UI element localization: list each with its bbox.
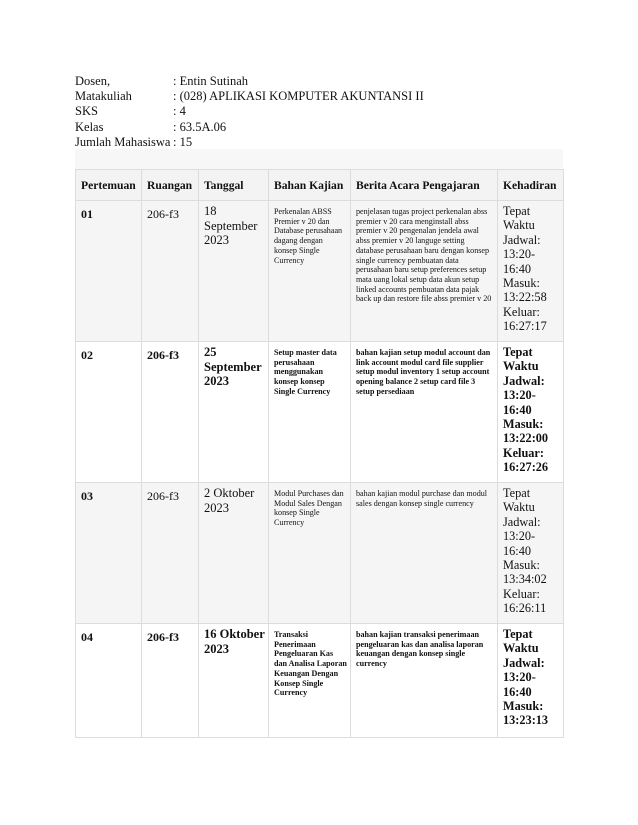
table-header-row xyxy=(76,170,564,201)
info-row-dosen xyxy=(75,74,424,89)
info-label: Jumlah Mahasiswa xyxy=(75,134,171,149)
course-info xyxy=(75,74,424,150)
info-value: : Entin Sutinah xyxy=(173,74,248,88)
info-value: : 15 xyxy=(173,134,193,149)
info-value: : 63.5A.06 xyxy=(173,119,227,134)
kehadiran-cell: Tepat Waktu Jadwal: 13:20-16:40 Masuk: 13:34:02 Keluar: 16:26:11 xyxy=(498,483,564,624)
header-berita-acara: Berita Acara Pengajaran xyxy=(351,170,498,201)
header-tanggal: Tanggal xyxy=(199,170,269,201)
attendance-table xyxy=(75,169,564,738)
pertemuan-cell: 01 xyxy=(76,201,142,342)
header-kehadiran: Kehadiran xyxy=(498,170,564,201)
separator-band xyxy=(75,149,563,169)
bahan-kajian-cell: Setup master data perusahaan menggunakan konsep konsep Single Currency xyxy=(269,342,351,483)
kehadiran-cell: Tepat Waktu Jadwal: 13:20-16:40 Masuk: 13:22:58 Keluar: 16:27:17 xyxy=(498,201,564,342)
bahan-kajian-cell: Modul Purchases dan Modul Sales Dengan konsep Single Currency xyxy=(269,483,351,624)
info-row-kelas xyxy=(75,120,424,135)
info-row-matakuliah xyxy=(75,89,424,104)
info-label: SKS xyxy=(75,104,98,119)
info-row-sks xyxy=(75,104,424,119)
ruangan-cell: 206-f3 xyxy=(142,624,199,738)
berita-acara-cell: penjelasan tugas project perkenalan abss premier v 20 cara menginstall abss premier v 20 pengenalan jendela awal abss premier v 20 languge setting database perusahaan baru dengan konsep single currency pembuatan data perusahaan baru setup preferences setup mata uang lokal setup data akun setup linked accounts pembuatan data pajak back up dan restore file abss premier v 20 xyxy=(351,201,498,342)
info-label: Dosen, xyxy=(75,74,111,88)
info-label: Matakuliah xyxy=(75,89,132,104)
kehadiran-cell: Tepat Waktu Jadwal: 13:20-16:40 Masuk: 13:22:00 Keluar: 16:27:26 xyxy=(498,342,564,483)
table-row xyxy=(76,483,564,624)
tanggal-cell: 16 Oktober 2023 xyxy=(199,624,269,738)
pertemuan-cell: 02 xyxy=(76,342,142,483)
pertemuan-cell: 04 xyxy=(76,624,142,738)
tanggal-cell: 25 September 2023 xyxy=(199,342,269,483)
info-label: Kelas xyxy=(75,119,104,134)
pertemuan-cell: 03 xyxy=(76,483,142,624)
header-bahan-kajian: Bahan Kajian xyxy=(269,170,351,201)
ruangan-cell: 206-f3 xyxy=(142,483,199,624)
table-row xyxy=(76,342,564,483)
ruangan-cell: 206-f3 xyxy=(142,342,199,483)
info-value: : 4 xyxy=(173,104,186,119)
ruangan-cell: 206-f3 xyxy=(142,201,199,342)
tanggal-cell: 2 Oktober 2023 xyxy=(199,483,269,624)
header-ruangan: Ruangan xyxy=(142,170,199,201)
table-row xyxy=(76,201,564,342)
table-row xyxy=(76,624,564,738)
tanggal-cell: 18 September 2023 xyxy=(199,201,269,342)
berita-acara-cell: bahan kajian modul purchase dan modul sales dengan konsep single currency xyxy=(351,483,498,624)
info-value: : (028) APLIKASI KOMPUTER AKUNTANSI II xyxy=(173,89,424,104)
berita-acara-cell: bahan kajian transaksi penerimaan pengeluaran kas dan analisa laporan keuangan dengan konsep single currency xyxy=(351,624,498,738)
berita-acara-cell: bahan kajian setup modul account dan link account modul card file supplier setup modul inventory 1 setup account opening balance 2 setup card file 3 setup persediaan xyxy=(351,342,498,483)
header-pertemuan: Pertemuan xyxy=(76,170,142,201)
kehadiran-cell: Tepat Waktu Jadwal: 13:20-16:40 Masuk: 13:23:13 xyxy=(498,624,564,738)
info-row-jumlah-mahasiswa xyxy=(75,135,424,150)
bahan-kajian-cell: Transaksi Penerimaan Pengeluaran Kas dan Analisa Laporan Keuangan Dengan Konsep Single Currency xyxy=(269,624,351,738)
bahan-kajian-cell: Perkenalan ABSS Premier v 20 dan Database perusahaan dagang dengan konsep Single Currency xyxy=(269,201,351,342)
